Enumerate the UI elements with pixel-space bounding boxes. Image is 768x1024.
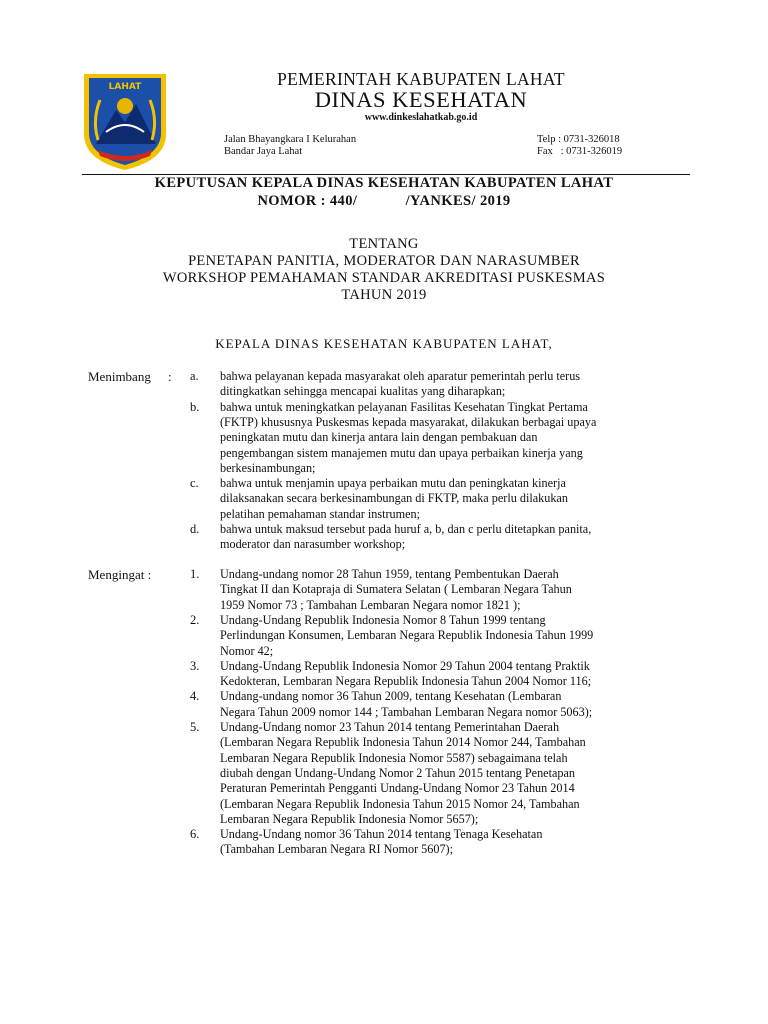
menimbang-marker: c.	[190, 476, 199, 491]
address-line2: Bandar Jaya Lahat	[224, 146, 303, 157]
mengingat-marker: 2.	[190, 612, 200, 627]
mengingat-item-line: Undang-Undang Republik Indonesia Nomor 29 Tahun 2004 tentang Praktik	[220, 658, 590, 673]
menimbang-item-line: bahwa untuk menjamin upaya perbaikan mutu dan peningkatan kinerja	[220, 476, 566, 491]
mengingat-item-line: (Lembaran Negara Republik Indonesia Tahun 2014 Nomor 244, Tambahan	[220, 735, 586, 750]
menimbang-item-line: berkesinambungan;	[220, 460, 316, 475]
menimbang-item-line: bahwa pelayanan kepada masyarakat oleh aparatur pemerintah perlu terus	[220, 369, 581, 383]
subject-line3: TAHUN 2019	[341, 287, 427, 303]
institution-name: PEMERINTAH KABUPATEN LAHAT	[277, 69, 565, 89]
menimbang-item-line: dilaksanakan secara berkesinambungan di FKTP, maka perlu dilakukan	[220, 491, 568, 506]
decree-title: KEPUTUSAN KEPALA DINAS KESEHATAN KABUPATEN LAHAT	[154, 175, 614, 191]
mengingat-item-line: Lembaran Negara Republik Indonesia Nomor 5587) sebagaimana telah	[220, 750, 568, 765]
address-line1: Jalan Bhayangkara I Kelurahan	[224, 134, 357, 145]
menimbang-marker: a.	[190, 369, 199, 383]
mengingat-marker: 1.	[190, 567, 200, 581]
menimbang-marker: d.	[190, 522, 200, 536]
mengingat-marker: 5.	[190, 720, 200, 734]
website: www.dinkeslahatkab.go.id	[364, 112, 478, 123]
mengingat-item-line: 1959 Nomor 73 ; Tambahan Lembaran Negara nomor 1821 );	[220, 597, 521, 612]
mengingat-item-line: (Lembaran Negara Republik Indonesia Tahun 2015 Nomor 24, Tambahan	[220, 796, 580, 811]
phone-number: Telp : 0731-326018	[537, 134, 620, 145]
mengingat-item-line: Nomor 42;	[220, 643, 274, 658]
mengingat-item-line: Tingkat II dan Kotapraja di Sumatera Selatan ( Lembaran Negara Tahun	[220, 582, 572, 597]
mengingat-marker: 4.	[190, 689, 200, 704]
mengingat-item-line: Undang-undang nomor 28 Tahun 1959, tentang Pembentukan Daerah	[220, 567, 559, 581]
mengingat-marker: 6.	[190, 827, 200, 842]
mengingat-item-line: Negara Tahun 2009 nomor 144 ; Tambahan Lembaran Negara nomor 5063);	[220, 704, 593, 719]
subject-line2: WORKSHOP PEMAHAMAN STANDAR AKREDITASI PUSKESMAS	[162, 270, 606, 286]
menimbang-item-line: moderator dan narasumber workshop;	[220, 537, 406, 552]
menimbang-marker: b.	[190, 399, 200, 414]
subject-line1: PENETAPAN PANITIA, MODERATOR DAN NARASUMBER	[188, 253, 580, 269]
tentang-heading: TENTANG	[349, 236, 419, 252]
mengingat-item-line: Kedokteran, Lembaran Negara Republik Indonesia Tahun 2004 Nomor 116;	[220, 674, 592, 689]
fax-number: Fax : 0731-326019	[537, 146, 623, 157]
menimbang-item-line: (FKTP) khususnya Puskesmas kepada masyarakat, dilakukan berbagai upaya	[220, 414, 597, 429]
mengingat-label: Mengingat :	[88, 567, 152, 582]
mengingat-item-line: Lembaran Negara Republik Indonesia Nomor 5657);	[220, 811, 479, 826]
mengingat-item-line: diubah dengan Undang-Undang Nomor 2 Tahun 2015 tentang Penetapan	[220, 765, 575, 780]
mengingat-marker: 3.	[190, 658, 200, 673]
menimbang-item-line: pelatihan pemahaman standar instrumen;	[220, 506, 421, 521]
mengingat-item-line: (Tambahan Lembaran Negara RI Nomor 5607);	[220, 842, 453, 857]
menimbang-item-line: ditingkatkan sehingga mencapai kualitas yang diharapkan;	[220, 384, 506, 399]
menimbang-label: Menimbang	[88, 369, 151, 384]
mengingat-item-line: Perlindungan Konsumen, Lembaran Negara Republik Indonesia Tahun 1999	[220, 628, 594, 643]
office-name: DINAS KESEHATAN	[314, 87, 528, 112]
menimbang-item-line: bahwa untuk meningkatkan pelayanan Fasilitas Kesehatan Tingkat Pertama	[220, 399, 588, 414]
menimbang-colon: :	[168, 369, 172, 384]
menimbang-item-line: bahwa untuk maksud tersebut pada huruf a, b, dan c perlu ditetapkan panita,	[220, 522, 592, 536]
svg-text:LAHAT: LAHAT	[108, 82, 142, 92]
issuer-heading: KEPALA DINAS KESEHATAN KABUPATEN LAHAT,	[215, 336, 553, 351]
mengingat-item-line: Peraturan Pemerintah Pengganti Undang-Undang Nomor 23 Tahun 2014	[220, 781, 575, 796]
mengingat-item-line: Undang-undang nomor 36 Tahun 2009, tentang Kesehatan (Lembaran	[220, 689, 562, 704]
menimbang-item-line: peningkatan mutu dan kinerja antara lain dengan pembakuan dan	[220, 430, 538, 445]
menimbang-item-line: pengembangan sistem manajemen mutu dan upaya perbaikan kinerja yang	[220, 445, 583, 460]
decree-number: NOMOR : 440/ /YANKES/ 2019	[257, 193, 511, 209]
mengingat-item-line: Undang-Undang nomor 23 Tahun 2014 tentang Pemerintahan Daerah	[220, 720, 560, 734]
mengingat-item-line: Undang-Undang nomor 36 Tahun 2014 tentang Tenaga Kesehatan	[220, 827, 543, 842]
mengingat-item-line: Undang-Undang Republik Indonesia Nomor 8 Tahun 1999 tentang	[220, 612, 546, 627]
